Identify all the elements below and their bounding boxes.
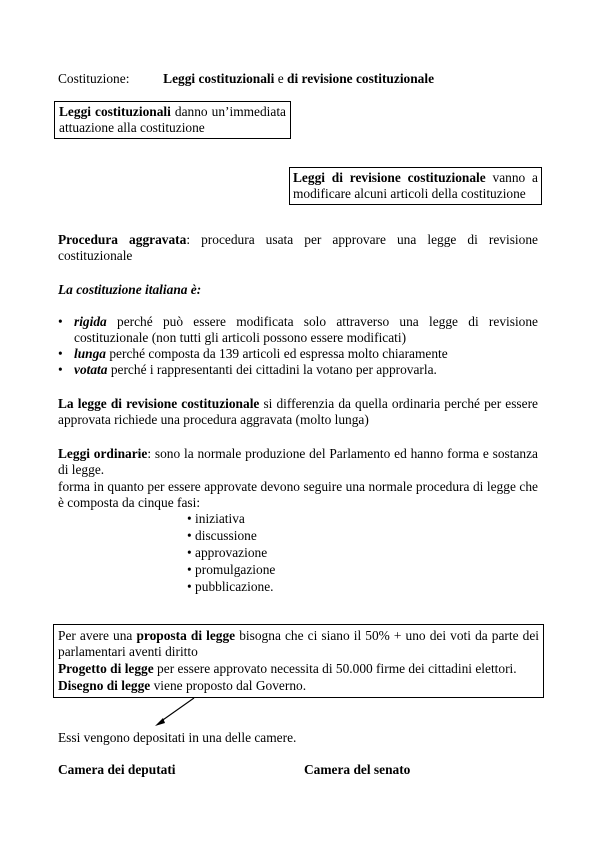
fase-item: • promulgazione xyxy=(187,562,276,577)
page-header xyxy=(58,71,538,87)
depositati-text: Essi vengono depositati in una delle camere. xyxy=(58,730,297,745)
header-label: Costituzione: xyxy=(58,71,130,86)
header-title-part1: Leggi costituzionali xyxy=(163,71,275,86)
fase-item: • iniziativa xyxy=(187,511,245,526)
disegno-line: Disegno di legge viene proposto dal Governo. xyxy=(58,678,307,693)
caratteristica-term: rigida xyxy=(74,314,107,329)
box-leggi-costituzionali-bold: Leggi costituzionali xyxy=(59,104,171,119)
box-leggi-costituzionali-rest: danno un’immediata attuazione alla costituzione xyxy=(59,104,286,135)
fase-item: • approvazione xyxy=(187,545,268,560)
ordinarie-line2: forma in quanto per essere approvate devono seguire una normale procedura di legge che è composta da cinque fasi: xyxy=(58,479,538,510)
header-title-connector: e xyxy=(274,71,287,86)
fase-item: • discussione xyxy=(187,528,257,543)
header-title-part2: di revisione costituzionale xyxy=(287,71,435,86)
box-leggi-revisione-bold: Leggi di revisione costituzionale xyxy=(293,170,486,185)
list-item xyxy=(58,314,538,346)
caratteristica-term: lunga xyxy=(74,346,107,361)
procedura-bold: Procedura aggravata xyxy=(58,232,187,247)
ordinarie-rest: : sono la normale produzione del Parlamento ed hanno forma e sostanza di legge. xyxy=(58,446,539,477)
proposta-line1: Per avere una proposta di legge bisogna che ci siano il 50% + uno dei voti da parte dei parlamentari aventi diritto xyxy=(58,628,540,659)
list-item xyxy=(58,362,538,378)
box-leggi-revisione-rest: vanno a modificare alcuni articoli della costituzione xyxy=(293,170,538,201)
box-leggi-costituzionali-text xyxy=(59,104,286,136)
arrow-icon xyxy=(150,695,200,729)
differenza-paragraph xyxy=(58,396,538,428)
box-leggi-revisione-text xyxy=(293,170,538,202)
fase-item: • pubblicazione. xyxy=(187,579,274,594)
caratteristiche-list xyxy=(58,314,538,378)
camera-deputati: Camera dei deputati xyxy=(58,762,176,777)
box-proposta-legge xyxy=(53,624,544,698)
ordinarie-bold: Leggi ordinarie xyxy=(58,446,148,461)
box-leggi-revisione xyxy=(289,167,542,205)
box-leggi-costituzionali xyxy=(54,101,291,139)
procedura-rest: : procedura usata per approvare una legge di revisione costituzionale xyxy=(58,232,538,263)
caratteristica-term: votata xyxy=(74,362,108,377)
differenza-rest: si differenzia da quella ordinaria perché per essere approvata richiede una procedura aggravata (molto lunga) xyxy=(58,396,538,427)
caratteristica-text: perché composta da 139 articoli ed espressa molto chiaramente xyxy=(106,346,448,361)
progetto-line: Progetto di legge per essere approvato necessita di 50.000 firme dei cittadini elettori. xyxy=(58,661,517,676)
camera-senato: Camera del senato xyxy=(304,762,411,777)
differenza-bold: La legge di revisione costituzionale xyxy=(58,396,260,411)
caratteristica-text: perché può essere modificata solo attraverso una legge di revisione costituzionale (non tutti gli articoli possono essere modificati) xyxy=(74,314,538,345)
caratteristica-text: perché i rappresentanti dei cittadini la votano per approvarla. xyxy=(107,362,437,377)
ordinarie-paragraph xyxy=(58,446,538,478)
procedura-paragraph xyxy=(58,232,538,264)
list-item xyxy=(58,346,538,362)
costituzione-heading: La costituzione italiana è: xyxy=(58,282,202,297)
